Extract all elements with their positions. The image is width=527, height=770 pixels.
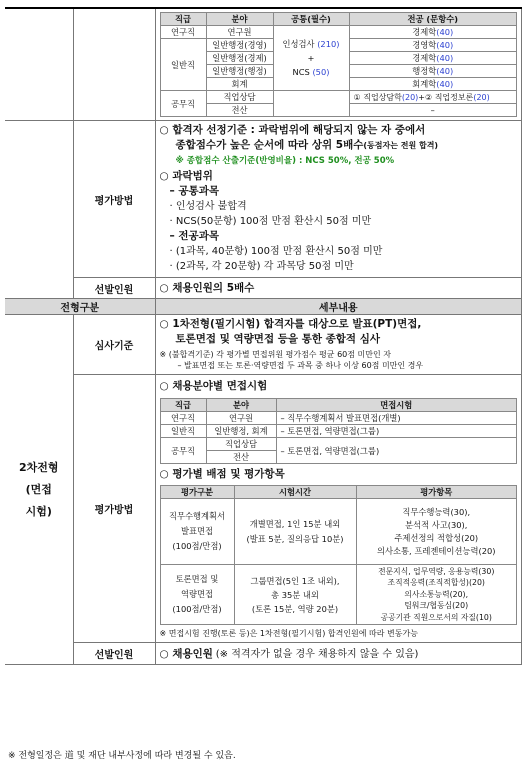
common-subjects: 인성검사 (210) + NCS (50) — [273, 26, 349, 91]
interview-progress-note: ※ 면접시험 진행(토론 등)은 1차전형(필기시험) 합격인원에 따라 변동가능 — [159, 629, 418, 638]
fail-criteria-note: ※ (불합격기준) 각 평가별 면접위원 평가점수 평균 60점 미만인 자 — [159, 350, 391, 359]
eval-method-2-content — [155, 375, 522, 643]
exam-time-pt: 개별면접, 1인 15분 내외 (발표 5분, 질의응답 10분) — [234, 499, 356, 565]
field-admin-econ: 일반행정(경제) — [206, 52, 273, 65]
header-grade-2: 직급 — [160, 399, 206, 412]
field-row-1: 일반행정, 회계 — [206, 425, 276, 438]
grade-research: 연구직 — [160, 26, 206, 39]
eval-method-1-content — [155, 121, 522, 278]
interview-field-table — [160, 398, 518, 464]
field-counseling: 직업상담 — [206, 91, 273, 104]
fail-major-one: · (1과목, 40문항) 100점 만점 환산시 50점 미만 — [169, 246, 383, 257]
header-major: 전공 (문항수) — [349, 13, 517, 26]
interview-score-table — [160, 485, 518, 625]
header-details: 세부내용 — [155, 299, 522, 315]
header-exam-time: 시험시간 — [234, 486, 356, 499]
fail-criteria-detail: – 발표면접 또는 토론·역량면접 두 과목 중 하나 이상 60점 미만인 경우 — [177, 361, 424, 370]
selection-1-text: ○ 채용인원의 5배수 — [155, 278, 522, 299]
interview-by-field-heading: ○ 채용분야별 면접시험 — [159, 380, 268, 392]
major-2: 경제학(40) — [349, 52, 517, 65]
grade-public: 공무직 — [160, 91, 206, 117]
header-field: 분야 — [206, 13, 273, 26]
review-line1: ○ 1차전형(필기시험) 합격자를 대상으로 발표(PT)면접, — [159, 318, 422, 330]
major-3: 행정학(40) — [349, 65, 517, 78]
fail-ncs: · NCS(50문항) 100점 만점 환산시 50점 미만 — [169, 216, 372, 227]
major-4: 회계학(40) — [349, 78, 517, 91]
eval-criteria-line1: ○ 합격자 선정기준 : 과락범위에 해당되지 않는 자 중에서 — [159, 124, 426, 136]
field-researcher: 연구원 — [206, 26, 273, 39]
eval-criteria-line2: 종합점수가 높은 순서에 따라 상위 5배수(동점자는 전원 합격) — [175, 139, 439, 151]
stage2-label: 2차전형 (면접 시험) — [5, 315, 73, 665]
header-eval-type: 평가구분 — [160, 486, 234, 499]
major-counseling: ① 직업상담학(20)+② 직업정보론(20) — [349, 91, 517, 104]
field-row-0: 연구원 — [206, 412, 276, 425]
footer-note: ※ 전형일정은 道 및 재단 내부사정에 따라 변경될 수 있음. — [8, 751, 236, 761]
major-0: 경제학(40) — [349, 26, 517, 39]
exam-row-2: – 토론면접, 역량면접(그룹) — [276, 438, 517, 464]
header-grade: 직급 — [160, 13, 206, 26]
fail-personality: · 인성검사 불합격 — [169, 201, 247, 212]
fail-range-heading: ○ 과락범위 — [159, 170, 213, 182]
field-it: 전산 — [206, 104, 273, 117]
header-eval-items: 평가항목 — [356, 486, 517, 499]
eval-type-pt: 직무수행계획서 발표면접 (100점/만점) — [160, 499, 234, 565]
label-eval-method-1: 평가방법 — [73, 121, 155, 278]
header-common: 공통(필수) — [273, 13, 349, 26]
review-criteria-content — [155, 315, 522, 375]
exam-row-0: – 직무수행계획서 발표면접(개별) — [276, 412, 517, 425]
major-1: 경영학(40) — [349, 39, 517, 52]
exam-time-group: 그룹면접(5인 1조 내외), 총 35분 내외 (토론 15분, 역량 20분) — [234, 565, 356, 625]
major-subject-heading: – 전공과목 — [169, 230, 219, 242]
fail-major-two: · (2과목, 각 20문항) 각 과목당 50점 미만 — [169, 261, 354, 272]
recruitment-table — [5, 9, 522, 665]
label-eval-method-2: 평가방법 — [73, 375, 155, 643]
eval-type-group: 토론면접 및 역량면접 (100점/만점) — [160, 565, 234, 625]
major-it: – — [349, 104, 517, 117]
field-admin-mgmt: 일반행정(경영) — [206, 39, 273, 52]
grade-row-1: 일반직 — [160, 425, 206, 438]
exam-row-1: – 토론면접, 역량면접(그룹) — [276, 425, 517, 438]
subject-table — [160, 12, 518, 117]
label-selection-1: 선발인원 — [73, 278, 155, 299]
header-stage-type: 전형구분 — [5, 299, 155, 315]
score-items-heading: ○ 평가별 배점 및 평가항목 — [159, 468, 285, 480]
field-row-2: 직업상담 — [206, 438, 276, 451]
grade-row-0: 연구직 — [160, 412, 206, 425]
review-line2: 토론면접 및 역량면접 등을 통한 종합적 심사 — [175, 333, 381, 345]
field-accounting: 회계 — [206, 78, 273, 91]
field-admin-admin: 일반행정(행정) — [206, 65, 273, 78]
eval-items-group: 전문지식, 업무역량, 응용능력(30) 조직적응력(조직적합성)(20) 의사소통능력(20), 팀워크/협동심(20) 공공기관 직원으로서의 자질(10) — [356, 565, 517, 625]
eval-items-pt: 직무수행능력(30), 분석적 사고(30), 주제선정의 적합성(20) 의사소통, 프레젠테이션능력(20) — [356, 499, 517, 565]
label-review-criteria: 심사기준 — [73, 315, 155, 375]
label-selection-2: 선발인원 — [73, 643, 155, 665]
grade-general: 일반직 — [160, 39, 206, 91]
score-ratio-note: ※ 종합점수 산출기준(반영비율) : NCS 50%, 전공 50% — [175, 156, 395, 166]
grade-row-2: 공무직 — [160, 438, 206, 464]
selection-2-content: ○ 채용인원 (※ 적격자가 없을 경우 채용하지 않을 수 있음) — [155, 643, 522, 665]
recruitment-document — [5, 7, 522, 665]
header-interview: 면접시험 — [276, 399, 517, 412]
common-subject-heading: – 공통과목 — [169, 185, 219, 197]
field-row-3: 전산 — [206, 451, 276, 464]
header-field-2: 분야 — [206, 399, 276, 412]
